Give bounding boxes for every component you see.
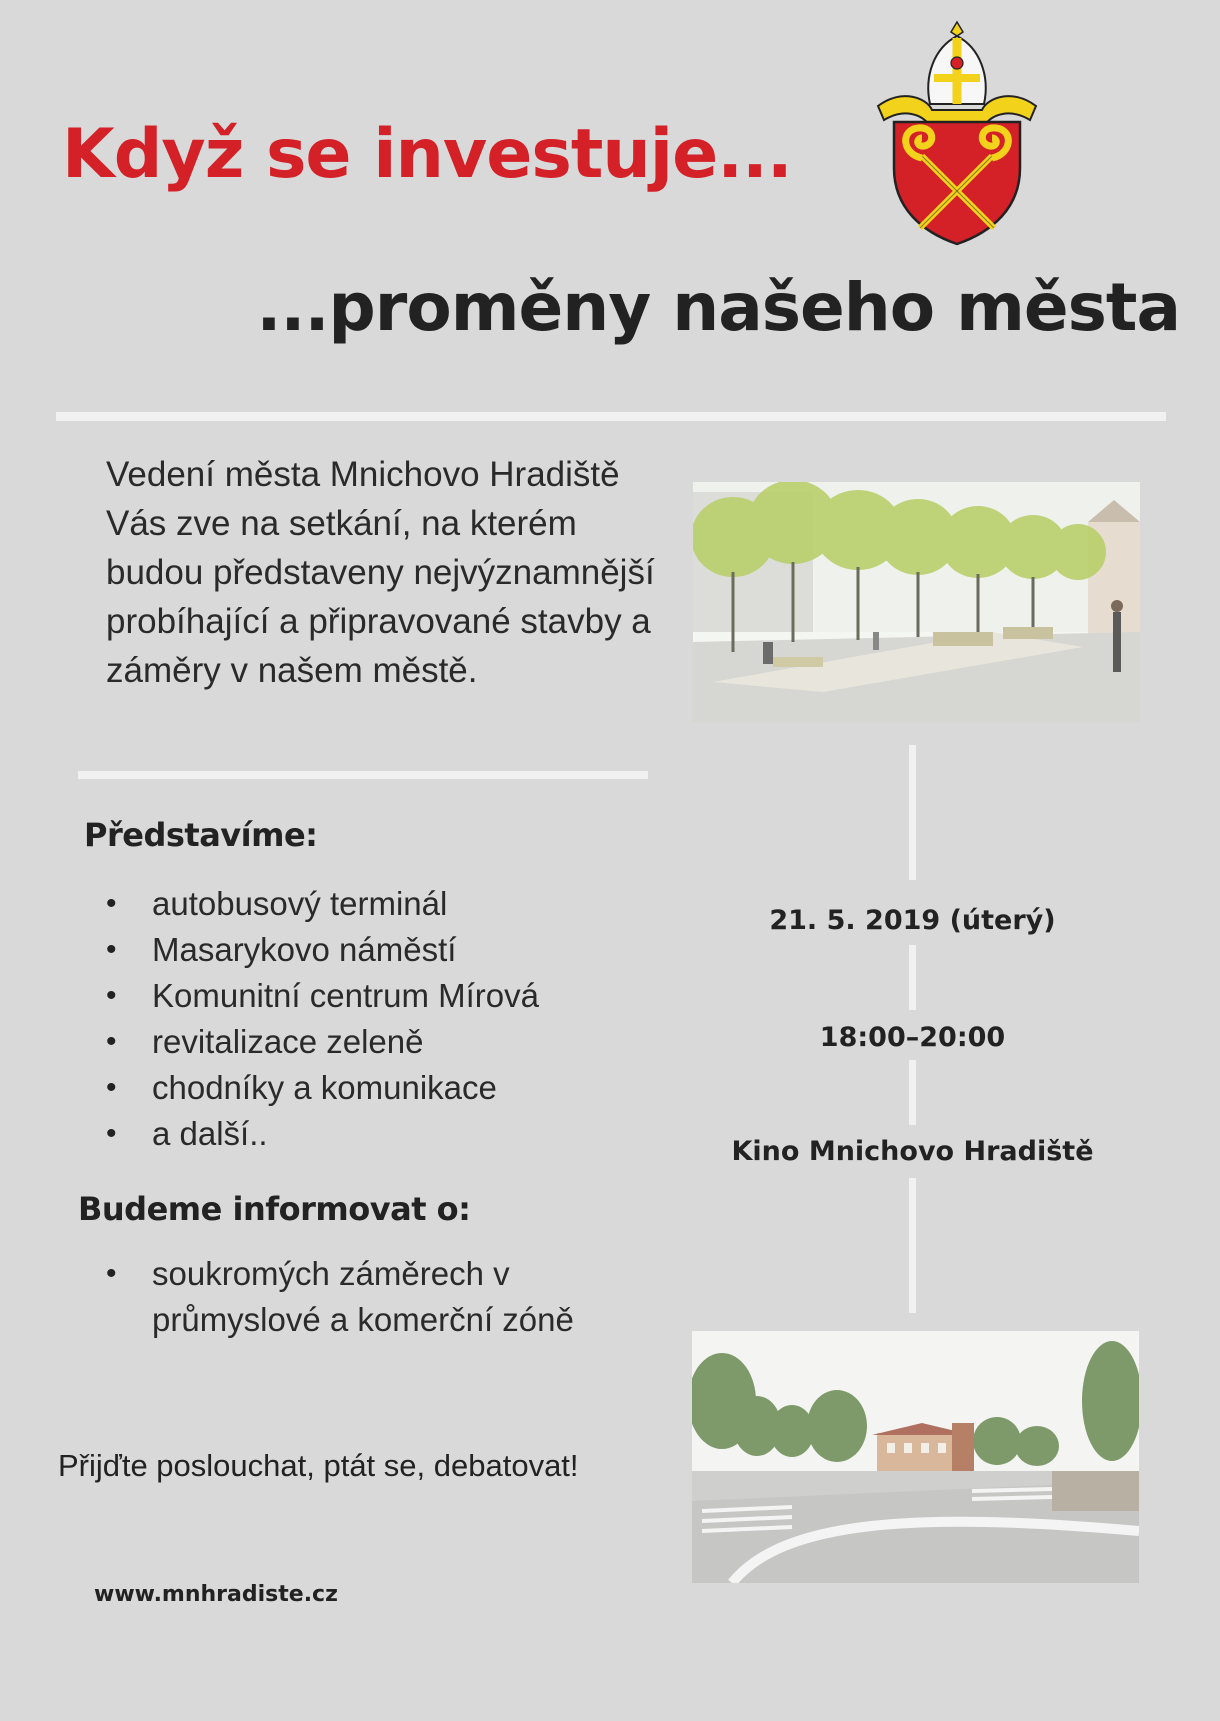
intro-text: Vedení města Mnichovo Hradiště Vás zve na setkání, na kterém budou představeny nejvýznamnější probíhající a připravované stavby a záměry v našem městě.	[106, 455, 655, 690]
event-date: 21. 5. 2019 (úterý)	[769, 905, 1056, 936]
website-link[interactable]: www.mnhradiste.cz	[94, 1582, 338, 1607]
divider-top	[56, 412, 1166, 421]
vertical-divider	[909, 1178, 916, 1313]
title-secondary: ...proměny našeho města	[256, 269, 1180, 346]
event-venue: Kino Mnichovo Hradiště	[731, 1136, 1094, 1167]
vertical-divider	[909, 1060, 916, 1125]
present-list	[106, 881, 666, 1157]
list-item: • Masarykovo náměstí	[106, 927, 666, 973]
list-item: • chodníky a komunikace	[106, 1065, 666, 1111]
vertical-divider	[909, 745, 916, 880]
present-heading: Představíme:	[84, 816, 318, 854]
terminal-rendering-image	[692, 1331, 1139, 1583]
coat-of-arms-logo	[872, 18, 1042, 248]
inform-heading: Budeme informovat o:	[78, 1190, 471, 1228]
inform-list	[106, 1251, 666, 1343]
list-item: • a další..	[106, 1111, 666, 1157]
title-primary: Když se investuje...	[62, 115, 792, 194]
list-item: • soukromých záměrech v průmyslové a komerční zóně	[106, 1251, 666, 1343]
list-item: • autobusový terminál	[106, 881, 666, 927]
event-time: 18:00–20:00	[819, 1022, 1006, 1053]
vertical-divider	[909, 945, 916, 1010]
list-item: • Komunitní centrum Mírová	[106, 973, 666, 1019]
square-rendering-image	[693, 482, 1140, 722]
list-item: • revitalizace zeleně	[106, 1019, 666, 1065]
closing-text: Přijďte poslouchat, ptát se, debatovat!	[58, 1448, 579, 1483]
divider-middle	[78, 771, 648, 779]
